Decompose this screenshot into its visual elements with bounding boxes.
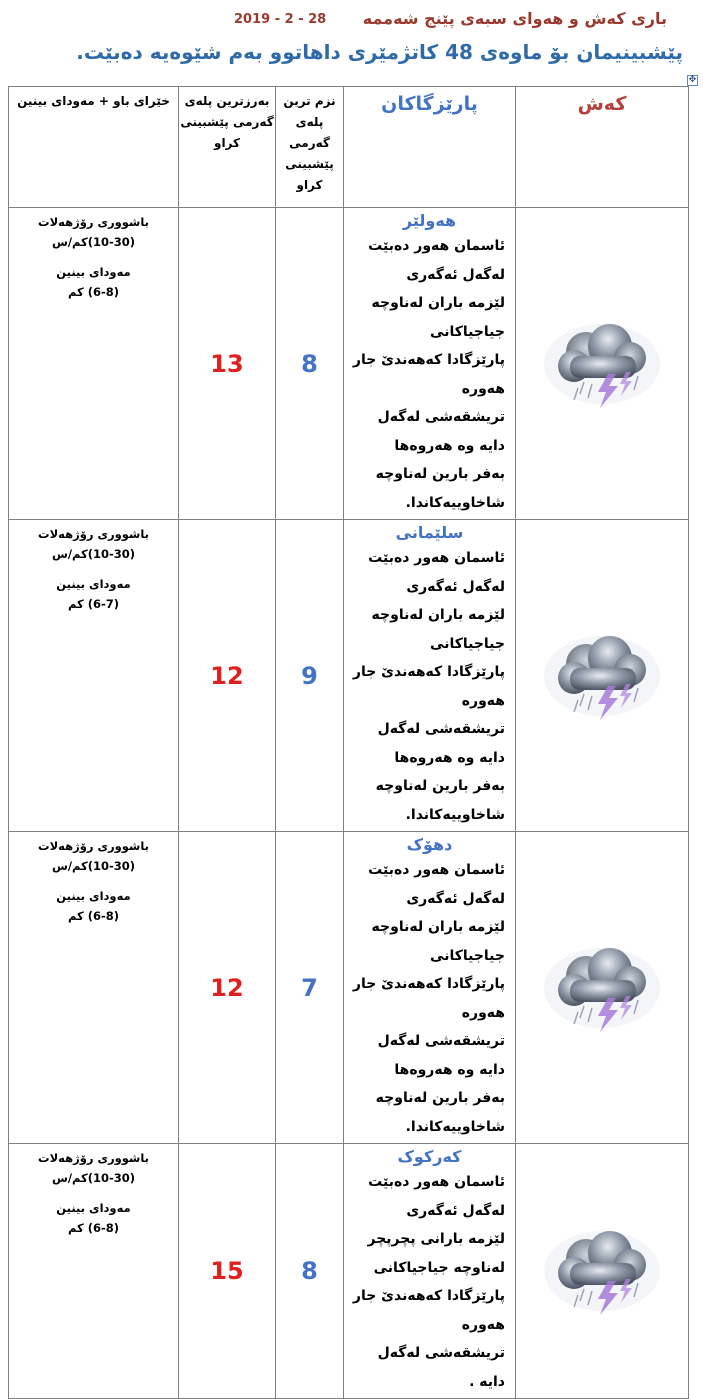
visibility-label: مەودای بینین [56,889,131,903]
city-name: کەرکوک [397,1147,462,1166]
visibility-value: (6-8) کم [67,1221,119,1235]
header-sky: کەش [516,87,689,208]
storm-cloud-lightning-icon [534,624,670,728]
desc-line: لێزمە باران لەناوچە جیاجیاکانی [371,607,505,652]
header-provinces: پارێزگاکان [344,87,516,208]
max-temp: 13 [179,208,276,520]
visibility-label: مەودای بینین [56,577,131,591]
max-temp: 12 [179,832,276,1144]
wind-direction: باشووری رۆژهەلات [38,1151,149,1165]
header-max: بەرزترین پلەی گەرمی پێشبینی کراو [179,87,276,208]
wind-cell [9,520,179,832]
desc-line: تریشقەشی لەگەل دایە وە هەروەها [377,1033,505,1078]
forecast-date: 2019 - 2 - 28 [234,12,327,27]
wind-direction: باشووری رۆژهەلات [38,527,149,541]
wind-speed: (10-30)کم/س [51,235,136,249]
desc-line: لێزمە باران لەناوچە جیاجیاکانی [371,919,505,964]
sky-cell [516,832,689,1144]
province-description [344,208,516,520]
desc-line: پارێزگادا کەهەندێ جار هەورە [352,664,505,709]
sky-cell [516,1144,689,1399]
min-temp: 8 [276,1144,344,1399]
desc-line: ئاسمان هەور دەبێت لەگەل ئەگەری [368,1174,505,1219]
city-name: دهۆک [406,835,453,854]
visibility-value: (6-8) کم [67,909,119,923]
move-handle-icon[interactable]: ✥ [688,75,697,85]
desc-line: ئاسمان هەور دەبێت لەگەل ئەگەری [368,238,505,283]
storm-cloud-lightning-icon [534,1219,670,1323]
desc-line: لێزمە بارانی پچرپچر لەناوچە جیاجیاکانی [367,1231,505,1276]
sky-cell [516,520,689,832]
desc-line: ئاسمان هەور دەبێت لەگەل ئەگەری [368,550,505,595]
table-row [9,520,689,832]
city-name: هەولێر [402,211,457,230]
storm-cloud-lightning-icon [534,312,670,416]
province-description [344,520,516,832]
province-description [344,832,516,1144]
table-row [9,832,689,1144]
title-line [0,8,700,36]
city-name: سلێمانی [395,523,464,542]
max-temp: 12 [179,520,276,832]
storm-cloud-lightning-icon [534,936,670,1040]
forecast-title: باری کەش و هەوای سبەی پێنج شەممە [362,9,667,28]
visibility-value: (6-8) کم [67,285,119,299]
province-description [344,1144,516,1399]
table-row [9,1144,689,1399]
sky-cell [516,208,689,520]
wind-direction: باشووری رۆژهەلات [38,839,149,853]
table-row [9,208,689,520]
desc-line: بەفر بارین لەناوچە شاخاوییەکاندا. [375,1090,505,1135]
desc-line: بەفر بارین لەناوچە شاخاوییەکاندا. [375,778,505,823]
desc-line: ئاسمان هەور دەبێت لەگەل ئەگەری [368,862,505,907]
wind-cell [9,1144,179,1399]
forecast-subtitle: پێشبینیمان بۆ ماوەی 48 کاتژمێری داهاتوو بەم شێوەیە دەبێت. [76,40,683,64]
header-min: نزم ترین پلەی گەرمی پێشبینی کراو [276,87,344,208]
min-temp: 8 [276,208,344,520]
desc-line: تریشقەشی لەگەل دایە وە هەروەها [377,721,505,766]
wind-cell [9,208,179,520]
table-header-row [9,87,689,208]
wind-speed: (10-30)کم/س [51,859,136,873]
wind-speed: (10-30)کم/س [51,1171,136,1185]
desc-line: لێزمە باران لەناوچە جیاجیاکانی [371,295,505,340]
desc-line: پارێزگادا کەهەندێ جار هەورە [352,976,505,1021]
desc-line: پارێزگادا کەهەندێ جار هەورە [352,1288,505,1333]
visibility-value: (6-7) کم [67,597,119,611]
wind-direction: باشووری رۆژهەلات [38,215,149,229]
visibility-label: مەودای بینین [56,265,131,279]
min-temp: 9 [276,520,344,832]
header-wind: خێرای باو + مەودای بینین [9,87,179,208]
desc-line: تریشقەشی لەگەل دایە وە هەروەها [377,409,505,454]
wind-speed: (10-30)کم/س [51,547,136,561]
max-temp: 15 [179,1144,276,1399]
wind-cell [9,832,179,1144]
desc-line: پارێزگادا کەهەندێ جار هەورە [352,352,505,397]
desc-line: بەفر بارین لەناوچە شاخاوییەکاندا. [375,466,505,511]
forecast-table [8,86,689,1399]
visibility-label: مەودای بینین [56,1201,131,1215]
desc-line: تریشقەشی لەگەل دایە . [377,1345,505,1390]
min-temp: 7 [276,832,344,1144]
